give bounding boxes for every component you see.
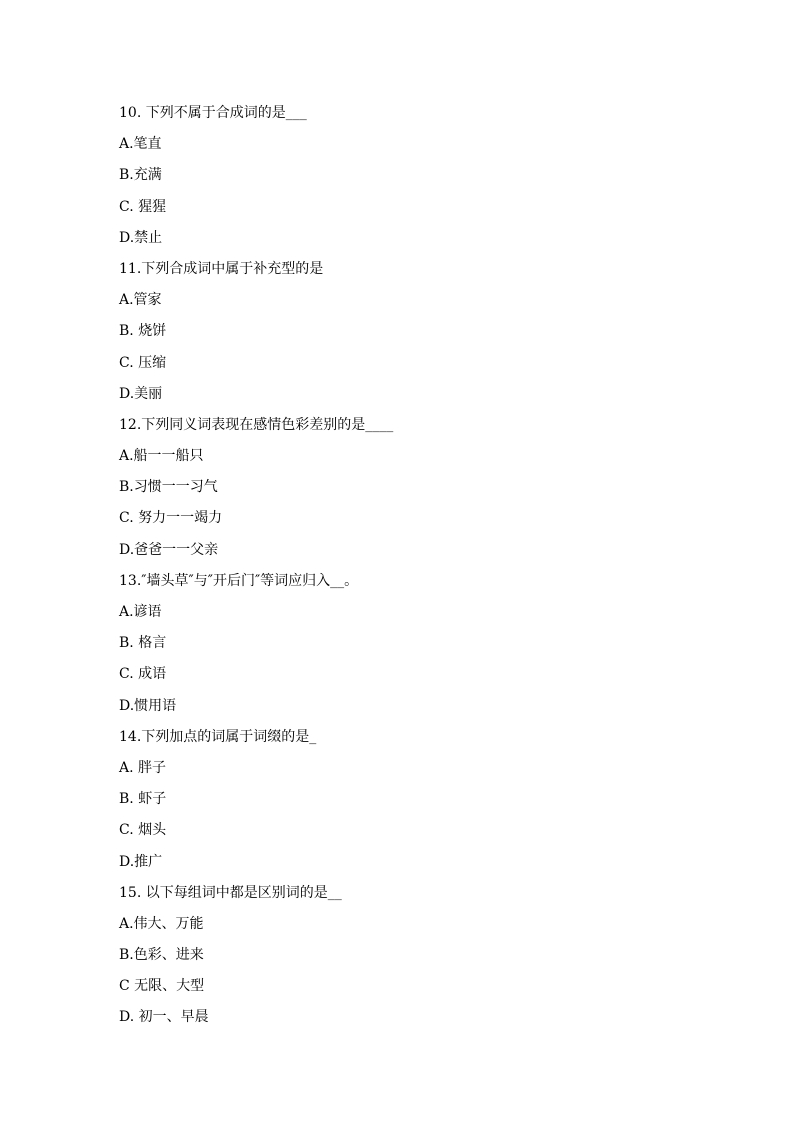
question-15-stem: 15. 以下每组词中都是区别词的是__ xyxy=(119,884,342,901)
question-14-option-b: B. 虾子 xyxy=(119,791,167,808)
question-14-option-d: D.推广 xyxy=(119,853,163,870)
question-11-option-c: C. 压缩 xyxy=(119,354,167,371)
question-15-option-c: C 无限、大型 xyxy=(119,978,205,995)
question-11-stem: 11.下列合成词中属于补充型的是 xyxy=(119,260,324,277)
question-list xyxy=(119,102,719,1038)
question-12-option-d: D.爸爸一一父亲 xyxy=(119,541,219,558)
question-14-option-c: C. 烟头 xyxy=(119,822,167,839)
question-13-option-b: B. 格言 xyxy=(119,635,167,652)
question-15-option-b: B.色彩、进来 xyxy=(119,947,204,964)
question-12-option-c: C. 努力一一竭力 xyxy=(119,510,223,527)
question-10-stem: 10. 下列不属于合成词的是___ xyxy=(119,105,307,121)
question-11-option-d: D.美丽 xyxy=(119,385,163,402)
question-13-stem: 13.″墙头草″与″开后门″等词应归入__。 xyxy=(119,572,359,589)
question-10-option-b: B.充满 xyxy=(119,167,162,184)
question-15-option-d: D. 初一、早晨 xyxy=(119,1009,209,1026)
question-14-stem: 14.下列加点的词属于词缀的是_ xyxy=(119,728,317,745)
question-11-option-b: B. 烧饼 xyxy=(119,323,167,340)
question-12-stem: 12.下列同义词表现在感情色彩差别的是____ xyxy=(119,416,394,433)
question-13-option-d: D.惯用语 xyxy=(119,697,177,714)
question-12-option-b: B.习惯一一习气 xyxy=(119,479,218,496)
question-10-option-d: D.禁止 xyxy=(119,229,163,246)
question-13-option-c: C. 成语 xyxy=(119,666,167,683)
question-14-option-a: A. 胖子 xyxy=(119,759,167,776)
question-15-option-a: A.伟大、万能 xyxy=(119,915,204,932)
question-10-option-c: C. 猩猩 xyxy=(119,198,167,215)
question-12-option-a: A.船一一船只 xyxy=(119,448,204,465)
question-11-option-a: A.管家 xyxy=(119,292,162,309)
question-13-option-a: A.谚语 xyxy=(119,604,162,620)
question-10-option-a: A.笔直 xyxy=(119,136,162,153)
